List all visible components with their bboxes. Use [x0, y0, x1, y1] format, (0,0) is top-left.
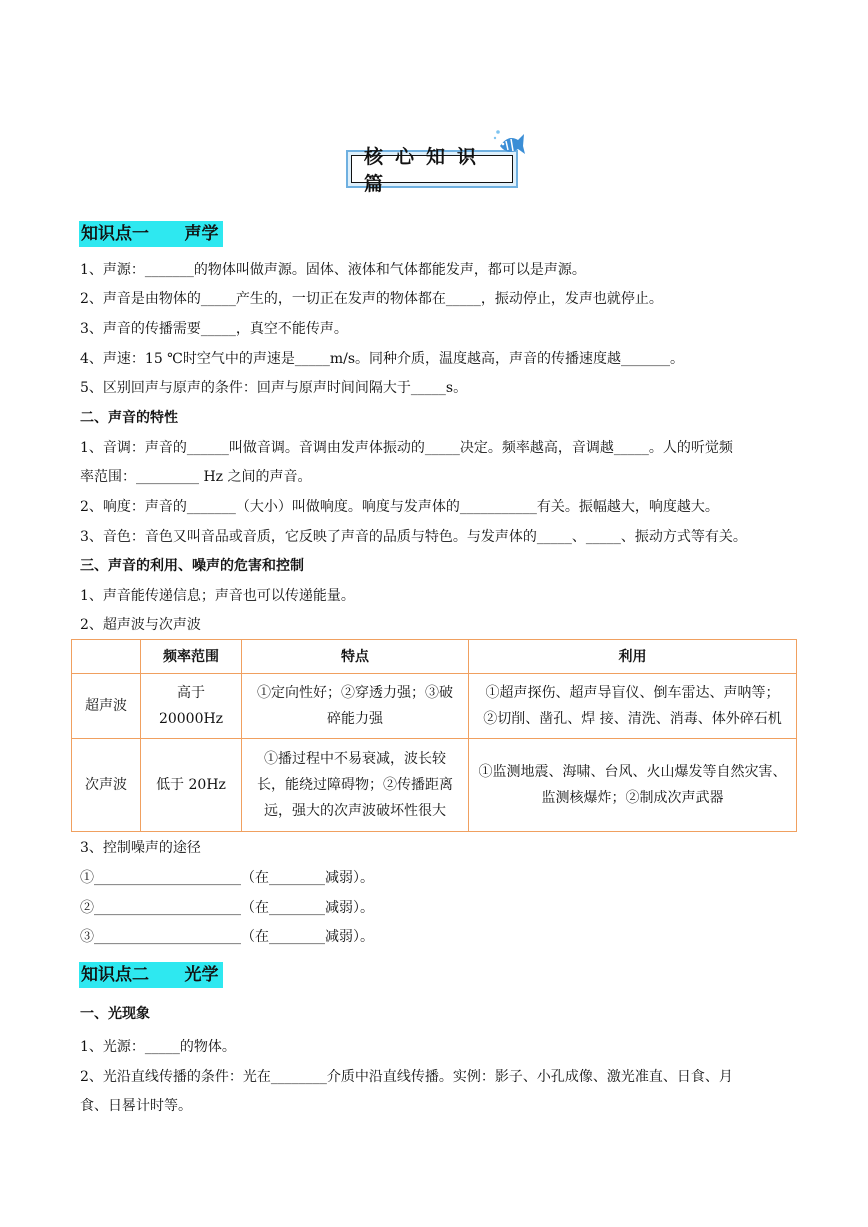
use-cell	[469, 738, 797, 832]
page-title: 核心知识篇	[351, 155, 513, 183]
text-line: 食、日晷计时等。	[80, 1098, 192, 1114]
text-line: 4、声速：15 ℃时空气中的声速是_____m/s。同种介质，温度越高，声音的传播速度越_______。	[80, 351, 685, 367]
text-line: 2、光沿直线传播的条件：光在________介质中沿直线传播。实例：影子、小孔成像、激光准直、日食、月	[80, 1069, 733, 1085]
text-line: ①_____________________（在________减弱）。	[80, 870, 374, 886]
cell-line: 20000Hz	[158, 710, 224, 727]
feature-cell	[242, 738, 469, 832]
text-line: 2、声音是由物体的_____产生的，一切正在发声的物体都在_____，振动停止，发声也就停止。	[80, 291, 663, 307]
text-line: 5、区别回声与原声的条件：回声与原声时间间隔大于_____s。	[80, 380, 468, 396]
cell-line: ①超声探伤、超声导盲仪、倒车雷达、声呐等；	[485, 684, 780, 701]
table-header-cell	[72, 640, 141, 674]
text-line: 1、声源：_______的物体叫做声源。固体、液体和气体都能发声，都可以是声源。	[80, 262, 586, 278]
title-banner	[346, 146, 522, 195]
cell-line: 长，能绕过障碍物；②传播距离	[257, 776, 453, 793]
text-line: ②_____________________（在________减弱）。	[80, 900, 374, 916]
text-line: 3、控制噪声的途径	[80, 840, 201, 856]
cell-line: ①监测地震、海啸、台风、火山爆发等自然灾害、	[478, 763, 787, 780]
text-line: 1、光源：_____的物体。	[80, 1039, 236, 1055]
frequency-range: 低于 20Hz	[141, 738, 242, 832]
text-line: 2、响度：声音的_______（大小）叫做响度。响度与发声体的___________有关。振幅越大，响度越大。	[80, 499, 719, 515]
text-line: 2、超声波与次声波	[80, 617, 201, 633]
text-line: 1、音调：声音的______叫做音调。音调由发声体振动的_____决定。频率越高，音调越_____。人的听觉频	[80, 440, 733, 456]
fish-icon	[492, 128, 526, 158]
feature-cell	[242, 674, 469, 738]
cell-line: 远，强大的次声波破坏性很大	[264, 802, 446, 819]
cell-line: ②切削、凿孔、焊 接、清洗、消毒、体外碎石机	[483, 710, 782, 727]
cell-line: 高于	[177, 684, 205, 701]
frequency-range	[141, 674, 242, 738]
text-line: 3、音色：音色又叫音品或音质，它反映了声音的品质与特色。与发声体的_____、_____、振动方式等有关。	[80, 529, 747, 545]
cell-line: 碎能力强	[327, 710, 383, 727]
subheading: 二、声音的特性	[80, 410, 178, 426]
table-row	[72, 674, 797, 738]
ultrasound-infrasound-table	[71, 639, 797, 832]
table-row	[72, 738, 797, 832]
text-line: 3、声音的传播需要_____，真空不能传声。	[80, 321, 348, 337]
section-heading-optics: 知识点二 光学	[79, 962, 223, 988]
table-header-cell: 频率范围	[141, 640, 242, 674]
cell-line: ①定向性好；②穿透力强；③破	[257, 684, 453, 701]
text-line: ③_____________________（在________减弱）。	[80, 929, 374, 945]
section-heading-acoustics: 知识点一 声学	[79, 221, 223, 247]
table-header-row	[72, 640, 797, 674]
cell-line: ①播过程中不易衰减，波长较	[264, 750, 446, 767]
text-line: 1、声音能传递信息；声音也可以传递能量。	[80, 588, 355, 604]
wave-name: 次声波	[72, 738, 141, 832]
text-line: 率范围：_________ Hz 之间的声音。	[80, 469, 312, 485]
table-header-cell: 特点	[242, 640, 469, 674]
use-cell	[469, 674, 797, 738]
wave-name: 超声波	[72, 674, 141, 738]
subheading: 三、声音的利用、噪声的危害和控制	[80, 558, 304, 574]
subheading: 一、光现象	[80, 1006, 150, 1022]
cell-line: 监测核爆炸；②制成次声武器	[541, 789, 724, 806]
table-header-cell: 利用	[469, 640, 797, 674]
